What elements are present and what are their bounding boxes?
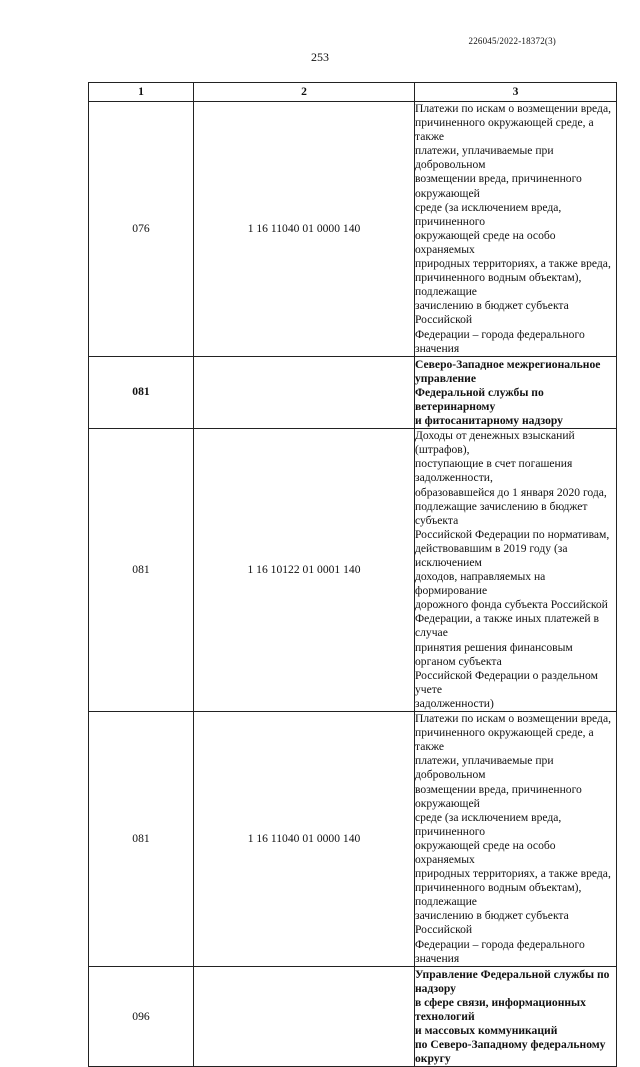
- revenue-codes-table: [88, 82, 617, 1067]
- budget-classification-code-cell: 1 16 11040 01 0000 140: [194, 712, 415, 967]
- table-row-department: [89, 356, 617, 428]
- budget-classification-code-cell: 1 16 10122 01 0001 140: [194, 429, 415, 712]
- table-row: [89, 712, 617, 967]
- admin-code-cell: 081: [89, 356, 194, 428]
- department-name-cell: Управление Федеральной службы по надзору в сфере связи, информационных технологий и массовых коммуникаций по Северо-Западному федеральному округу: [415, 966, 617, 1067]
- budget-classification-code-cell: 1 16 11040 01 0000 140: [194, 102, 415, 357]
- column-header-2: 2: [194, 83, 415, 102]
- revenue-description-cell: Доходы от денежных взысканий (штрафов), поступающие в счет погашения задолженности, образовавшейся до 1 января 2020 года, подлежащие зачислению в бюджет субъекта Российской Федерации по нормативам, действовавшим в 2019 году (за исключением доходов, направляемых на формирование дорожного фонда субъекта Российской Федерации, а также иных платежей в случае принятия решения финансовым органом субъекта Российской Федерации о раздельном учете задолженности): [415, 429, 617, 712]
- table-row: [89, 102, 617, 357]
- budget-classification-code-cell: [194, 356, 415, 428]
- admin-code-cell: 076: [89, 102, 194, 357]
- revenue-description-cell: Платежи по искам о возмещении вреда, причиненного окружающей среде, а также платежи, уплачиваемые при добровольном возмещении вреда, причиненного окружающей среде (за исключением вреда, причиненного окружающей среде на особо охраняемых природных территориях, а также вреда, причиненного водным объектам), подлежащие зачислению в бюджет субъекта Российской Федерации – города федерального значения: [415, 102, 617, 357]
- document-id: 226045/2022-18372(3): [468, 36, 556, 46]
- column-header-1: 1: [89, 83, 194, 102]
- admin-code-cell: 081: [89, 429, 194, 712]
- table-row-department: [89, 966, 617, 1067]
- budget-classification-code-cell: [194, 966, 415, 1067]
- page-number: 253: [311, 50, 329, 64]
- admin-code-cell: 081: [89, 712, 194, 967]
- admin-code-cell: 096: [89, 966, 194, 1067]
- column-header-3: 3: [415, 83, 617, 102]
- table-header-row: [89, 83, 617, 102]
- revenue-description-cell: Платежи по искам о возмещении вреда, причиненного окружающей среде, а также платежи, уплачиваемые при добровольном возмещении вреда, причиненного окружающей среде (за исключением вреда, причиненного окружающей среде на особо охраняемых природных территориях, а также вреда, причиненного водным объектам), подлежащие зачислению в бюджет субъекта Российской Федерации – города федерального значения: [415, 712, 617, 967]
- department-name-cell: Северо-Западное межрегиональное управление Федеральной службы по ветеринарному и фитосанитарному надзору: [415, 356, 617, 428]
- table-row: [89, 429, 617, 712]
